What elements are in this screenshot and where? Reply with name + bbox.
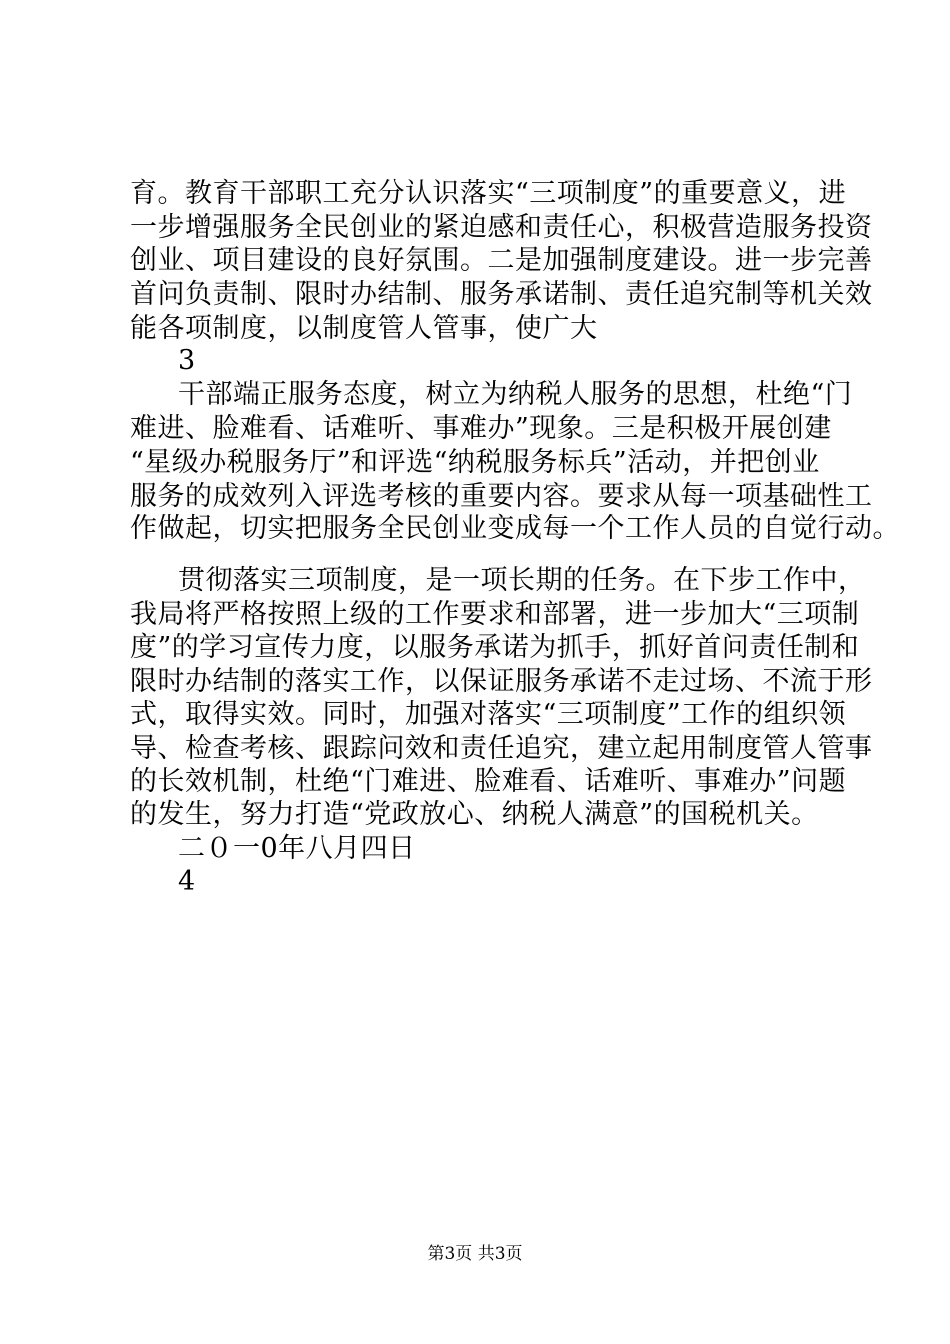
text-line: 的长效机制，杜绝“门难进、脸难看、话难听、事难办”问题 <box>130 766 847 797</box>
text-line: 育。教育干部职工充分认识落实“三项制度”的重要意义，进 <box>130 178 847 209</box>
text-line: 服务的成效列入评选考核的重要内容。要求从每一项基础性工 <box>130 481 873 512</box>
text-line: “星级办税服务厅”和评选“纳税服务标兵”活动，并把创业 <box>130 447 820 478</box>
text-line: 的发生，努力打造“党政放心、纳税人满意”的国税机关。 <box>130 799 819 830</box>
date-line: 二０一0年八月四日 <box>178 833 416 864</box>
text-line: 干部端正服务态度，树立为纳税人服务的思想，杜绝“门 <box>178 379 853 410</box>
text-line: 我局将严格按照上级的工作要求和部署，进一步加大“三项制 <box>130 599 860 630</box>
text-line: 式，取得实效。同时，加强对落实“三项制度”工作的组织领 <box>130 699 847 730</box>
text-line: 度”的学习宣传力度，以服务承诺为抓手，抓好首问责任制和 <box>130 632 860 663</box>
text-line: 一步增强服务全民创业的紧迫感和责任心，积极营造服务投资 <box>130 212 873 243</box>
text-line: 首问负责制、限时办结制、服务承诺制、责任追究制等机关效 <box>130 279 873 310</box>
text-line: 限时办结制的落实工作，以保证服务承诺不走过场、不流于形 <box>130 666 873 697</box>
text-line: 创业、项目建设的良好氛围。二是加强制度建设。进一步完善 <box>130 245 873 276</box>
text-line: 贯彻落实三项制度，是一项长期的任务。在下步工作中， <box>178 565 866 596</box>
text-line: 导、检查考核、跟踪问效和责任追究，建立起用制度管人管事 <box>130 733 873 764</box>
page-footer: 第3页 共3页 <box>427 1244 523 1264</box>
page-marker: 3 <box>178 345 196 376</box>
text-line: 难进、脸难看、话难听、事难办”现象。三是积极开展创建 <box>130 413 832 444</box>
text-line: 能各项制度，以制度管人管事，使广大 <box>130 313 598 344</box>
text-line: 作做起，切实把服务全民创业变成每一个工作人员的自觉行动。 <box>130 513 900 544</box>
page-marker: 4 <box>178 866 196 897</box>
